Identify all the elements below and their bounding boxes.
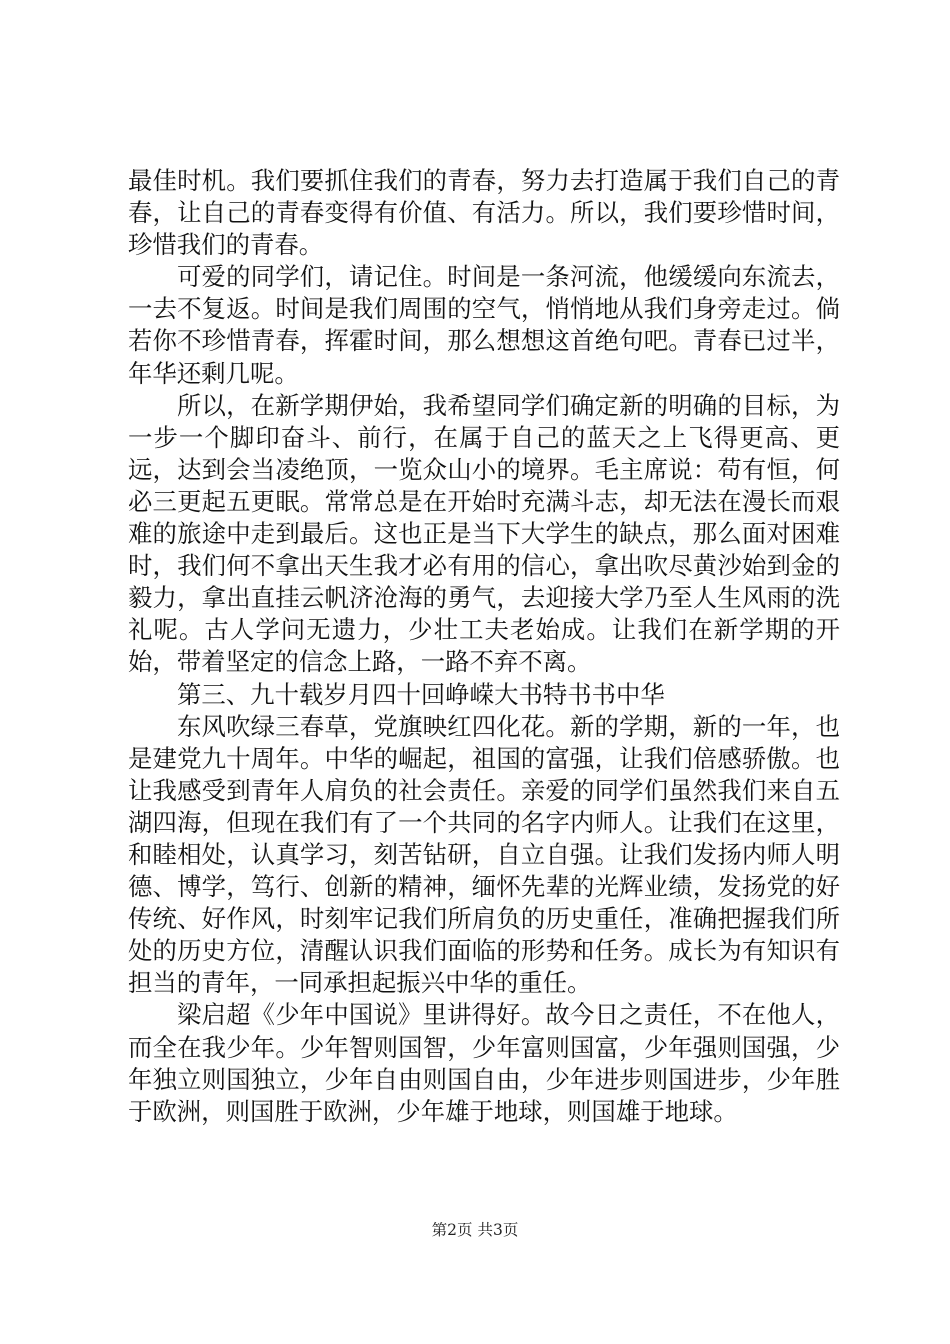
paragraph-new-semester-goals: 所以，在新学期伊始，我希望同学们确定新的明确的目标，为一步一个脚印奋斗、前行，在属于自己的蓝天之上飞得更高、更远，达到会当凌绝顶，一览众山小的境界。毛主席说：苟有恒，何必三更起五更眠。常常总是在开始时充满斗志，却无法在漫长而艰难的旅途中走到最后。这也正是当下大学生的缺点，那么面对困难时，我们何不拿出天生我才必有用的信心，拿出吹尽黄沙始到金的毅力，拿出直挂云帆济沧海的勇气，去迎接大学乃至人生风雨的洗礼呢。古人学问无遗力，少壮工夫老始成。让我们在新学期的开始，带着坚定的信念上路，一路不弃不离。 bbox=[128, 390, 840, 677]
page-number-footer: 第2页 共3页 bbox=[431, 1221, 519, 1239]
section-heading-third: 第三、九十载岁月四十回峥嵘大书特书书中华 bbox=[177, 679, 665, 709]
paragraph-party-anniversary: 东风吹绿三春草，党旗映红四化花。新的学期，新的一年，也是建党九十周年。中华的崛起，祖国的富强，让我们倍感骄傲。也让我感受到青年人肩负的社会责任。亲爱的同学们虽然我们来自五湖四海，但现在我们有了一个共同的名字内师人。让我们在这里，和睦相处，认真学习，刻苦钻研，自立自强。让我们发扬内师人明德、博学，笃行、创新的精神，缅怀先辈的光辉业绩，发扬党的好传统、好作风，时刻牢记我们所肩负的历史重任，准确把握我们所处的历史方位，清醒认识我们面临的形势和任务。成长为有知识有担当的青年，一同承担起振兴中华的重任。 bbox=[128, 711, 840, 998]
document-body bbox=[128, 165, 840, 1128]
paragraph-time-river: 可爱的同学们，请记住。时间是一条河流，他缓缓向东流去，一去不复返。时间是我们周围的空气，悄悄地从我们身旁走过。倘若你不珍惜青春，挥霍时间，那么想想这首绝句吧。青春已过半，年华还剩几呢。 bbox=[128, 262, 840, 388]
paragraph-continuation: 最佳时机。我们要抓住我们的青春，努力去打造属于我们自己的青春，让自己的青春变得有价值、有活力。所以，我们要珍惜时间，珍惜我们的青春。 bbox=[128, 166, 840, 260]
paragraph-young-china: 梁启超《少年中国说》里讲得好。故今日之责任，不在他人，而全在我少年。少年智则国智，少年富则国富，少年强则国强，少年独立则国独立，少年自由则国自由，少年进步则国进步，少年胜于欧洲，则国胜于欧洲，少年雄于地球，则国雄于地球。 bbox=[128, 1000, 840, 1126]
